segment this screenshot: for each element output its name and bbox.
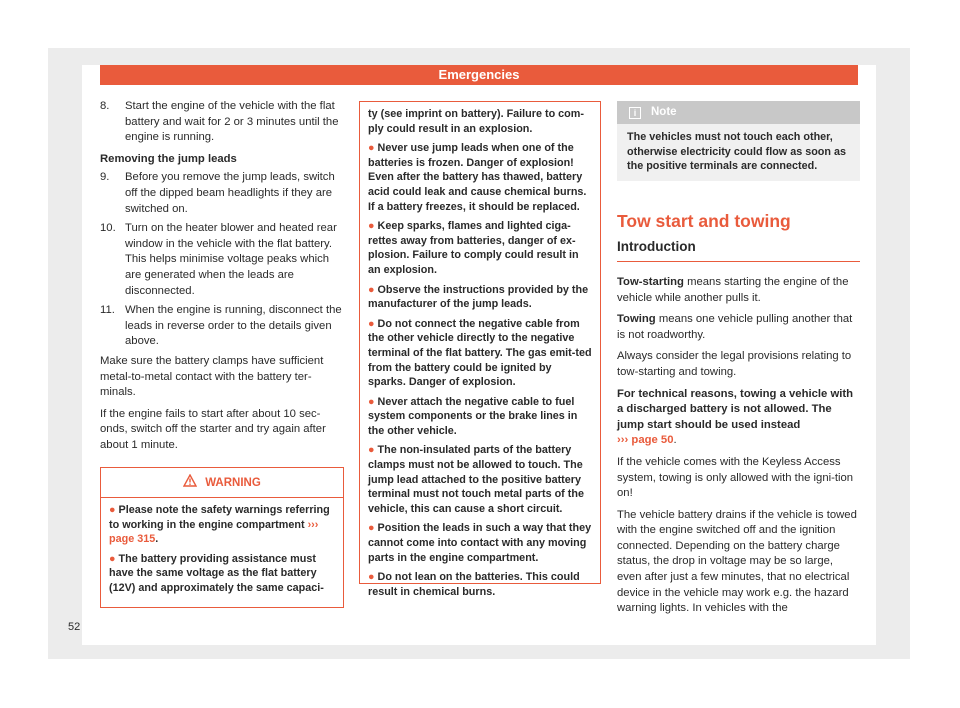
term-towing: Towing	[617, 313, 656, 326]
info-icon: i	[629, 107, 641, 119]
note-box	[617, 101, 860, 181]
bullet-icon: ●	[368, 317, 375, 330]
warning-item-text: Keep sparks, flames and lighted ciga-rettes away from batteries, danger of ex-plosion. Failure to comply could result in an explosion.	[368, 220, 579, 276]
paragraph-legal: Always consider the legal provisions relating to tow-starting and towing.	[617, 350, 852, 378]
paragraph-keyless: If the vehicle comes with the Keyless Access system, towing is only allowed with the igni-tion on!	[617, 455, 854, 500]
warning-item	[368, 283, 592, 312]
paragraph-towing	[617, 312, 860, 343]
warning-triangle-icon	[183, 474, 197, 493]
bullet-icon: ●	[368, 522, 375, 535]
bold-statement: For technical reasons, towing a vehicle with a discharged battery is not allowed. The jump start should be used instead	[617, 387, 854, 431]
warning-item	[368, 395, 592, 439]
column-left	[100, 99, 344, 608]
bullet-icon: ●	[368, 571, 375, 584]
step-text: Start the engine of the vehicle with the flat battery and wait for 2 or 3 minutes until the engine is running.	[125, 100, 339, 144]
bullet-icon: ●	[368, 444, 375, 457]
step-9	[100, 170, 344, 217]
warning-item	[368, 443, 592, 516]
paragraph-battery-clamps: Make sure the battery clamps have sufficient metal-to-metal contact with the battery ter-minals.	[100, 354, 324, 399]
step-number: 11.	[100, 304, 115, 317]
note-text: The vehicles must not touch each other, otherwise electricity could flow as soon as the positive terminals are connected.	[627, 131, 847, 173]
warning-box-continued	[359, 101, 601, 598]
step-text: Before you remove the jump leads, switch off the dipped beam headlights if they are switched on.	[125, 171, 335, 215]
warning-header	[101, 468, 343, 498]
subsection-title: Introduction	[617, 239, 860, 262]
bullet-icon: ●	[109, 504, 116, 517]
warning-continuation: ty (see imprint on battery). Failure to com-ply could result in an explosion.	[368, 108, 584, 135]
warning-item-text: The non-insulated parts of the battery clamps must not be allowed to touch. The jump lead attached to the positive battery terminal must not touch metal parts of the vehicle, this can cause a short circuit.	[368, 444, 584, 515]
warning-item-text: Never attach the negative cable to fuel system components or the brake lines in the other vehicle.	[368, 395, 578, 437]
bullet-icon: ●	[368, 283, 375, 296]
page-number: 52	[68, 621, 81, 633]
chapter-header: Emergencies	[100, 65, 858, 85]
paragraph-tow-starting	[617, 275, 860, 306]
column-right	[617, 101, 860, 623]
warning-item	[368, 521, 592, 565]
page-reference-link[interactable]: ››› page 315	[109, 518, 319, 546]
step-11	[100, 303, 344, 350]
note-title: Note	[651, 106, 677, 118]
step-number: 9.	[100, 171, 110, 184]
warning-item-text: Do not lean on the batteries. This could result in chemical burns.	[368, 571, 580, 598]
step-number: 8.	[100, 100, 110, 112]
warning-item-text: Position the leads in such a way that they cannot come into contact with any moving parts in the engine compartment.	[368, 522, 592, 564]
warning-item	[368, 317, 592, 390]
page-reference-link[interactable]: ››› page 50	[617, 434, 674, 447]
warning-item-text: Observe the instructions provided by the manufacturer of the jump leads.	[368, 283, 589, 311]
paragraph-technical-reasons	[617, 387, 860, 449]
warning-item	[109, 503, 335, 547]
bullet-icon: ●	[368, 142, 375, 155]
step-number: 10.	[100, 222, 116, 235]
bullet-icon: ●	[368, 395, 375, 408]
bullet-icon: ●	[109, 552, 116, 565]
warning-item	[368, 570, 592, 599]
definition-text: means starting the engine of the vehicle while another pulls it.	[617, 275, 849, 304]
warning-item	[109, 552, 335, 596]
bullet-icon: ●	[368, 220, 375, 233]
step-text: Turn on the heater blower and heated rear window in the vehicle with the flat battery. This helps minimise voltage peaks which are generated when the leads are disconnected.	[125, 222, 337, 297]
warning-item-text: The battery providing assistance must have the same voltage as the flat battery (12V) and approximately the same capaci-	[109, 552, 324, 595]
warning-item-text: Never use jump leads when one of the batteries is frozen. Danger of explosion! Even after the battery has thawed, battery acid could leak and cause chemical burns. If a battery freezes, it should be replaced.	[368, 142, 587, 213]
punctuation: .	[155, 533, 159, 546]
step-text: When the engine is running, disconnect the leads in reverse order to the details given above.	[125, 304, 342, 348]
warning-item	[368, 141, 592, 214]
section-title: Tow start and towing	[617, 210, 791, 231]
warning-box	[100, 467, 344, 607]
step-8	[100, 99, 344, 146]
step-10	[100, 221, 344, 299]
column-middle	[359, 101, 601, 598]
warning-title: WARNING	[205, 476, 261, 489]
warning-item	[368, 219, 592, 277]
paragraph-engine-fails: If the engine fails to start after about 10 sec-onds, switch off the starter and try again after about 1 minute.	[100, 407, 326, 451]
paragraph-battery-drain: The vehicle battery drains if the vehicle is towed with the engine switched off and the ignition connected. Depending on the battery charge status, the drop in voltage may be so large, even after just a few minutes, that no electrical device in the vehicle may work e.g. the hazard warning lights. In vehicles with the	[617, 508, 857, 615]
punctuation: .	[673, 434, 677, 447]
warning-item-text: Please note the safety warnings referring to working in the engine compartment	[109, 504, 330, 531]
subheading-removing-leads: Removing the jump leads	[100, 152, 237, 165]
warning-item-text: Do not connect the negative cable from the other vehicle directly to the negative terminal of the flat battery. The gas emit-ted from the battery could be ignited by sparks. Danger of explosion.	[368, 317, 592, 389]
warning-body	[101, 498, 343, 607]
definition-text: means one vehicle pulling another that is not roadworthy.	[617, 313, 853, 341]
note-header	[617, 101, 860, 124]
term-tow-starting: Tow-starting	[617, 275, 684, 288]
